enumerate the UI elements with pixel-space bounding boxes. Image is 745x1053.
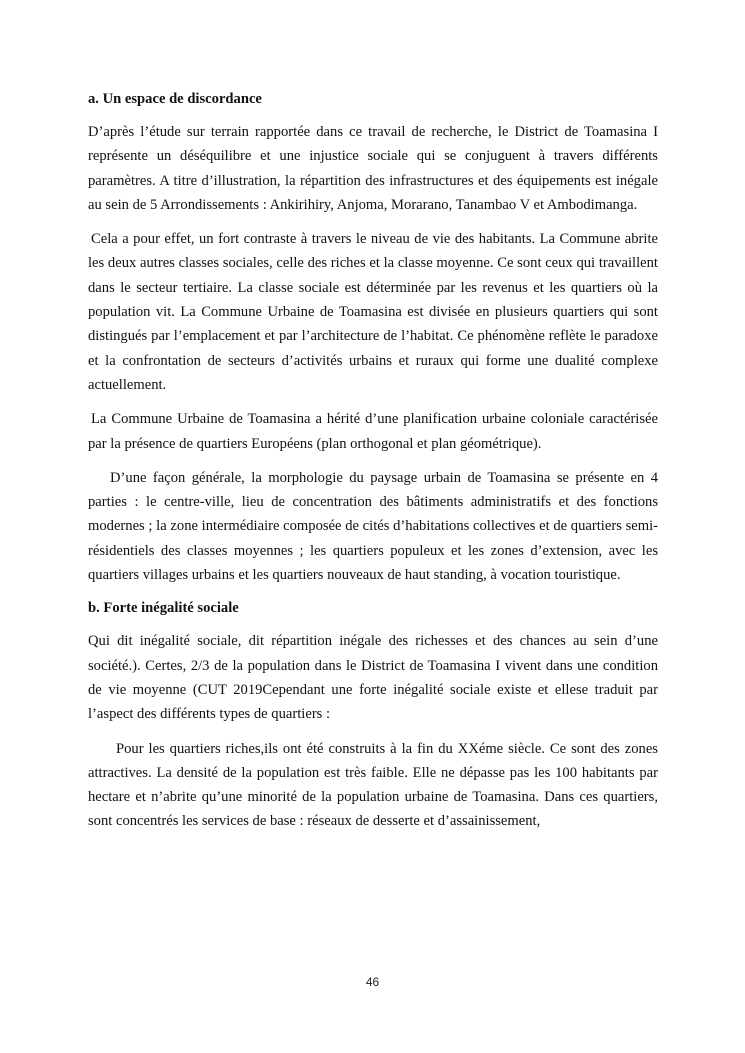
paragraph-living-standards: Cela a pour effet, un fort contraste à travers le niveau de vie des habitants. La Commune abrite les deux autres classes sociales, celle des riches et la classe moyenne. Ce sont ceux qui travaillent dans le secteur tertiaire. La classe sociale est déterminée par les revenus et les quartiers où la population vit. La Commune Urbaine de Toamasina est divisée en plusieurs quartiers qui sont distingués par l’emplacement et par l’architecture de l’habitat. Ce phénomène reflète le paradoxe et la confrontation de secteurs d’activités urbains et ruraux qui forme une dualité complexe actuellement. (88, 231, 658, 393)
paragraph-urban-morphology: D’une façon générale, la morphologie du paysage urbain de Toamasina se présente en 4 parties : le centre-ville, lieu de concentration des bâtiments administratifs et des fonctions modernes ; la zone intermédiaire composée de cités d’habitations collectives et de quartiers semi-résidentiels des classes moyennes ; les quartiers populeux et les zones d’extension, avec les quartiers villages urbains et les quartiers nouveaux de haut standing, à vocation touristique. (88, 469, 658, 584)
paragraph-rich-quarters: Pour les quartiers riches,ils ont été construits à la fin du XXéme siècle. Ce sont des zones attractives. La densité de la population est très faible. Elle ne dépasse pas les 100 habitants par hectare et n’abrite qu’une minorité de la population urbaine de Toamasina. Dans ces quartiers, sont concentrés les services de base : réseaux de desserte et d’assainissement, (88, 740, 658, 830)
page-number: 46 (365, 975, 380, 989)
section-heading-b: b. Forte inégalité sociale (88, 600, 239, 617)
paragraph-district-imbalance: D’après l’étude sur terrain rapportée dans ce travail de recherche, le District de Toamasina I représente un déséquilibre et une injustice sociale qui se conjuguent à travers différents paramètres. A titre d’illustration, la répartition des infrastructures et des équipements est inégale au sein de 5 Arrondissements : Ankirihiry, Anjoma, Morarano, Tanambao V et Ambodimanga. (88, 124, 658, 213)
paragraph-social-inequality: Qui dit inégalité sociale, dit répartition inégale des richesses et des chances au sein d’une société.). Certes, 2/3 de la population dans le District de Toamasina I vivent dans une condition de vie moyenne (CUT 2019Cependant une forte inégalité sociale existe et ellese traduit par l’aspect des différents types de quartiers : (88, 633, 658, 723)
paragraph-colonial-planning: La Commune Urbaine de Toamasina a hérité d’une planification urbaine coloniale caractérisée par la présence de quartiers Européens (plan orthogonal et plan géométrique). (88, 411, 658, 452)
document-page (88, 88, 658, 844)
section-heading-a: a. Un espace de discordance (88, 91, 262, 107)
